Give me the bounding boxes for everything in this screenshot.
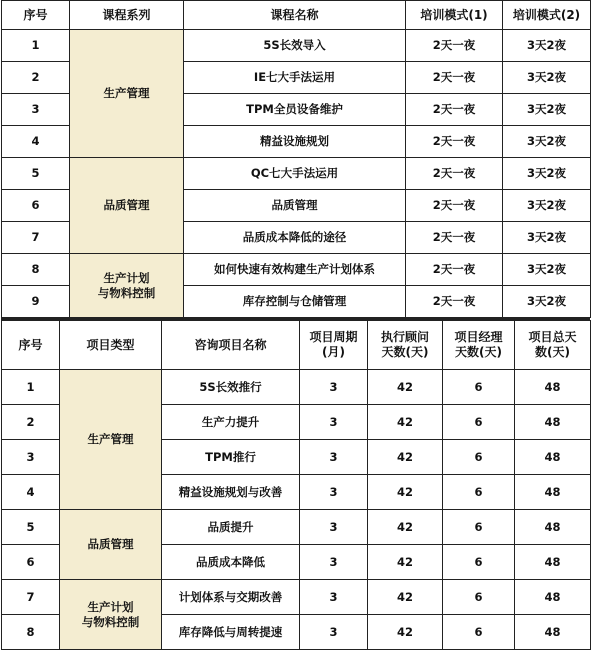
- table-row: [2, 254, 591, 286]
- mode-2: 3天2夜: [503, 30, 591, 62]
- course-name: 品质管理: [184, 190, 406, 222]
- row-no: 5: [2, 510, 60, 545]
- row-no: 2: [2, 405, 60, 440]
- mode-1: 2天一夜: [406, 126, 503, 158]
- manager-days: 6: [443, 510, 515, 545]
- manager-days: 6: [443, 580, 515, 615]
- header-no: 序号: [2, 1, 70, 30]
- advisor-days: 42: [368, 370, 443, 405]
- course-series-cell: 生产管理: [70, 30, 184, 158]
- table-row: [2, 158, 591, 190]
- table-row: [2, 30, 591, 62]
- total-days: 48: [515, 615, 591, 650]
- mode-1: 2天一夜: [406, 62, 503, 94]
- course-series-cell: 品质管理: [70, 158, 184, 254]
- row-no: 3: [2, 94, 70, 126]
- training-course-table: [1, 0, 591, 318]
- advisor-days: 42: [368, 440, 443, 475]
- row-no: 6: [2, 545, 60, 580]
- row-no: 9: [2, 286, 70, 318]
- mode-1: 2天一夜: [406, 94, 503, 126]
- period: 3: [300, 580, 368, 615]
- advisor-days: 42: [368, 545, 443, 580]
- course-name: 5S长效导入: [184, 30, 406, 62]
- header-manager-days: [443, 321, 515, 370]
- advisor-days: 42: [368, 475, 443, 510]
- header-no: 序号: [2, 321, 60, 370]
- course-name: 品质成本降低的途径: [184, 222, 406, 254]
- project-name: TPM推行: [162, 440, 300, 475]
- advisor-days: 42: [368, 580, 443, 615]
- project-name: 计划体系与交期改善: [162, 580, 300, 615]
- row-no: 3: [2, 440, 60, 475]
- total-days: 48: [515, 545, 591, 580]
- table-row: [2, 510, 591, 545]
- header-manager-line-1: 项目经理: [454, 330, 503, 344]
- header-manager-line-2: 天数(天): [455, 345, 502, 359]
- manager-days: 6: [443, 475, 515, 510]
- course-name: TPM全员设备维护: [184, 94, 406, 126]
- period: 3: [300, 405, 368, 440]
- series-line-2: 与物料控制: [97, 285, 156, 300]
- header-advisor-line-2: 天数(天): [381, 345, 429, 359]
- header-advisor-days: [368, 321, 443, 370]
- project-name: 生产力提升: [162, 405, 300, 440]
- advisor-days: 42: [368, 510, 443, 545]
- header-period-line-2: (月): [322, 345, 345, 359]
- project-type-cell: [60, 580, 162, 650]
- header-mode-1: 培训模式(1): [406, 1, 503, 30]
- mode-2: 3天2夜: [503, 222, 591, 254]
- row-no: 7: [2, 580, 60, 615]
- header-total-line-2: 数(天): [535, 345, 570, 359]
- course-name: IE七大手法运用: [184, 62, 406, 94]
- row-no: 2: [2, 62, 70, 94]
- mode-1: 2天一夜: [406, 222, 503, 254]
- period: 3: [300, 370, 368, 405]
- project-name: 库存降低与周转提速: [162, 615, 300, 650]
- period: 3: [300, 475, 368, 510]
- course-series-cell: [70, 254, 184, 318]
- period: 3: [300, 615, 368, 650]
- total-days: 48: [515, 510, 591, 545]
- manager-days: 6: [443, 440, 515, 475]
- mode-2: 3天2夜: [503, 126, 591, 158]
- period: 3: [300, 440, 368, 475]
- row-no: 8: [2, 254, 70, 286]
- table-header-row: [2, 1, 591, 30]
- table-row: [2, 370, 591, 405]
- advisor-days: 42: [368, 615, 443, 650]
- period: 3: [300, 545, 368, 580]
- mode-2: 3天2夜: [503, 254, 591, 286]
- header-advisor-line-1: 执行顾问: [380, 330, 429, 344]
- mode-2: 3天2夜: [503, 62, 591, 94]
- mode-1: 2天一夜: [406, 30, 503, 62]
- series-line-1: 生产计划: [103, 271, 150, 286]
- header-total-days: [515, 321, 591, 370]
- manager-days: 6: [443, 370, 515, 405]
- consulting-project-table: [1, 320, 591, 650]
- mode-1: 2天一夜: [406, 158, 503, 190]
- type-line-2: 与物料控制: [81, 614, 140, 629]
- course-name: 如何快速有效构建生产计划体系: [184, 254, 406, 286]
- header-period-line-1: 项目周期: [309, 330, 358, 344]
- row-no: 4: [2, 126, 70, 158]
- mode-1: 2天一夜: [406, 190, 503, 222]
- header-course-name: 课程名称: [184, 1, 406, 30]
- header-mode-2: 培训模式(2): [503, 1, 591, 30]
- mode-2: 3天2夜: [503, 286, 591, 318]
- total-days: 48: [515, 370, 591, 405]
- manager-days: 6: [443, 545, 515, 580]
- total-days: 48: [515, 405, 591, 440]
- row-no: 5: [2, 158, 70, 190]
- document-page: [1, 0, 590, 650]
- table-header-row: [2, 321, 591, 370]
- row-no: 7: [2, 222, 70, 254]
- project-type-cell: 品质管理: [60, 510, 162, 580]
- row-no: 6: [2, 190, 70, 222]
- header-total-line-1: 项目总天: [528, 330, 577, 344]
- project-name: 精益设施规划与改善: [162, 475, 300, 510]
- type-line-1: 生产计划: [87, 600, 134, 615]
- row-no: 1: [2, 30, 70, 62]
- header-project-name: 咨询项目名称: [162, 321, 300, 370]
- period: 3: [300, 510, 368, 545]
- total-days: 48: [515, 580, 591, 615]
- course-name: 库存控制与仓储管理: [184, 286, 406, 318]
- course-name: QC七大手法运用: [184, 158, 406, 190]
- project-name: 品质提升: [162, 510, 300, 545]
- advisor-days: 42: [368, 405, 443, 440]
- mode-1: 2天一夜: [406, 254, 503, 286]
- mode-2: 3天2夜: [503, 190, 591, 222]
- mode-2: 3天2夜: [503, 158, 591, 190]
- project-name: 5S长效推行: [162, 370, 300, 405]
- header-project-type: 项目类型: [60, 321, 162, 370]
- table-row: [2, 580, 591, 615]
- header-series: 课程系列: [70, 1, 184, 30]
- row-no: 8: [2, 615, 60, 650]
- total-days: 48: [515, 475, 591, 510]
- row-no: 1: [2, 370, 60, 405]
- mode-1: 2天一夜: [406, 286, 503, 318]
- manager-days: 6: [443, 615, 515, 650]
- mode-2: 3天2夜: [503, 94, 591, 126]
- project-type-cell: 生产管理: [60, 370, 162, 510]
- project-name: 品质成本降低: [162, 545, 300, 580]
- header-period: [300, 321, 368, 370]
- manager-days: 6: [443, 405, 515, 440]
- row-no: 4: [2, 475, 60, 510]
- course-name: 精益设施规划: [184, 126, 406, 158]
- total-days: 48: [515, 440, 591, 475]
